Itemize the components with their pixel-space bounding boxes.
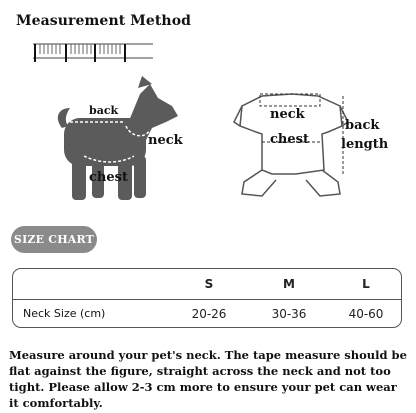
table-row [13, 299, 401, 328]
garment-back-label: back [345, 118, 380, 133]
column-header-l: L [362, 277, 370, 291]
dog-back-label: back [89, 104, 119, 117]
cell-neck-size-s: 20-26 [191, 307, 227, 321]
page-title: Measurement Method [16, 13, 192, 29]
garment-length-label: length [341, 137, 389, 152]
dog-neck-label: neck [148, 133, 183, 148]
table-header-row [13, 269, 401, 300]
cell-neck-size-l: 40-60 [348, 307, 384, 321]
size-chart-button[interactable]: SIZE CHART [11, 226, 97, 253]
garment-chest-label: chest [270, 132, 309, 147]
dog-chest-label: chest [89, 170, 128, 185]
cell-neck-size-m: 30-36 [271, 307, 307, 321]
ruler-icon [33, 40, 153, 64]
measurement-instructions: Measure around your pet's neck. The tape measure should be flat against the figure, straight across the neck and not too tight. Please allow 2-3 cm more to ensure your pet can wear it comfortably. [9, 348, 407, 410]
garment-neck-label: neck [270, 107, 305, 122]
column-header-m: M [283, 277, 295, 291]
column-header-s: S [204, 277, 214, 291]
row-label-neck-size: Neck Size (cm) [23, 307, 106, 320]
size-chart-table [12, 268, 402, 328]
